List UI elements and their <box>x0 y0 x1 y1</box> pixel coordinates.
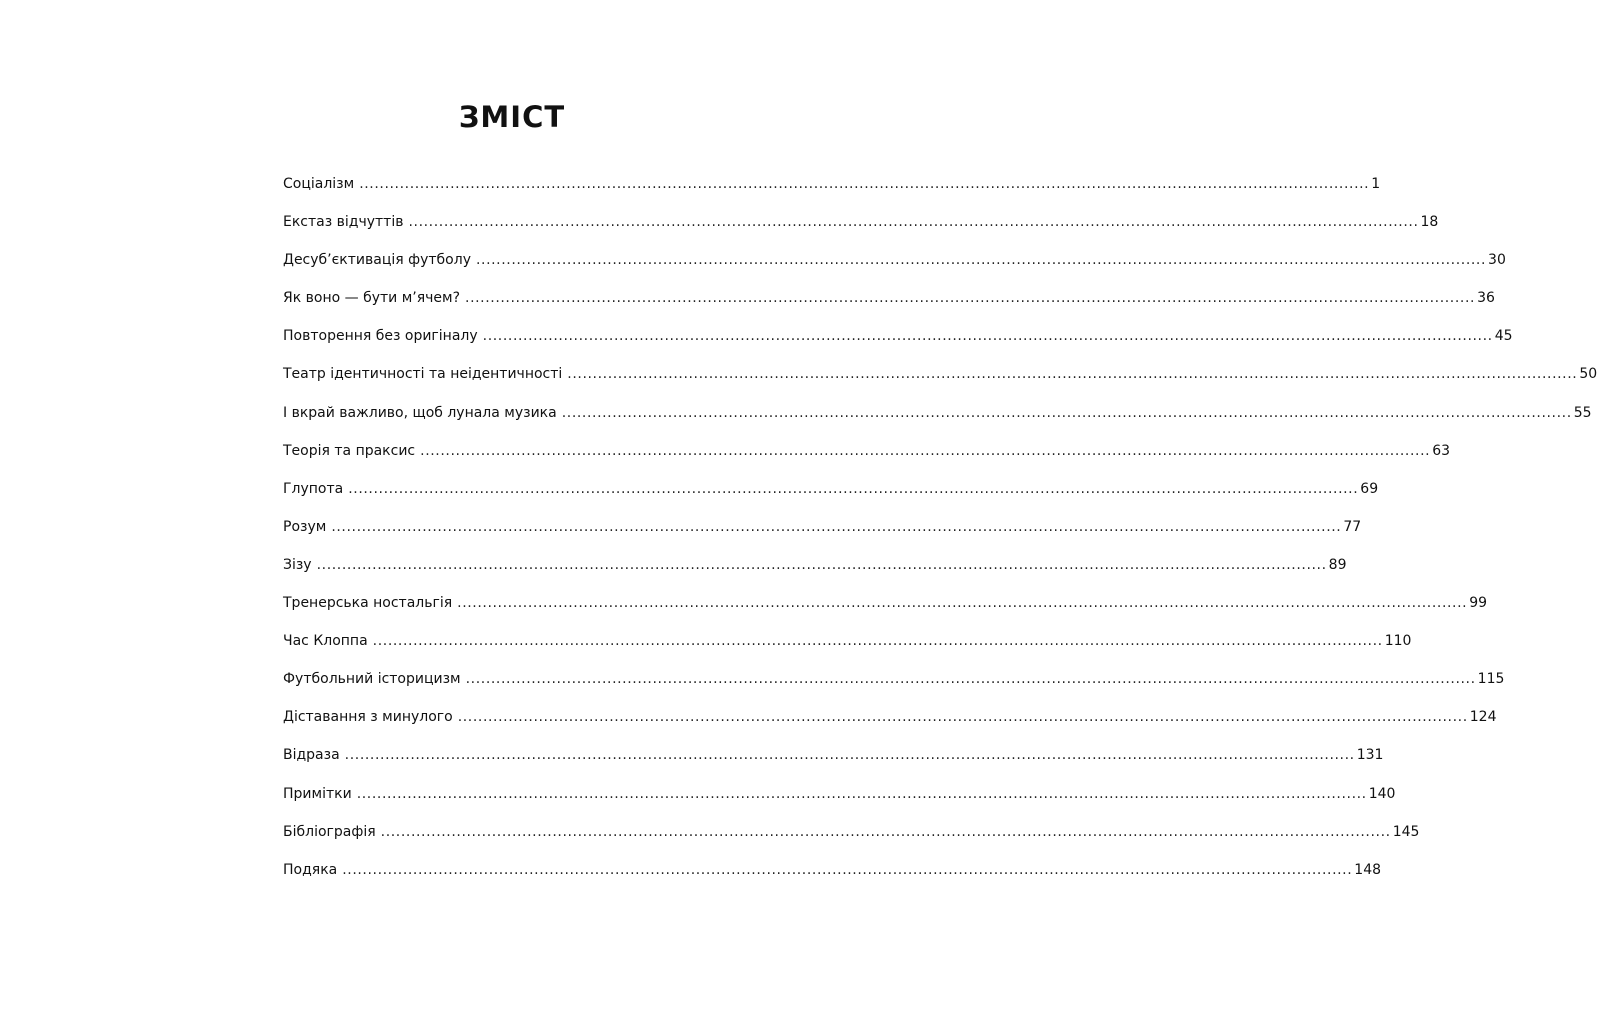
table-of-contents <box>283 172 1597 896</box>
toc-entry-page-number: 145 <box>1392 823 1420 840</box>
toc-entry[interactable] <box>283 743 1384 781</box>
dot-leader: ........................................................................................................................................................................................................ <box>380 823 1391 840</box>
toc-entry[interactable] <box>283 705 1497 743</box>
toc-entry-title: Повторення без оригіналу <box>283 328 478 345</box>
toc-entry[interactable] <box>283 172 1381 210</box>
dot-leader: ........................................................................................................................................................................................................ <box>457 595 1468 612</box>
toc-entry[interactable] <box>283 782 1396 820</box>
dot-leader: ........................................................................................................................................................................................................ <box>457 709 1468 726</box>
toc-entry[interactable] <box>283 553 1347 591</box>
toc-entry[interactable] <box>283 324 1513 362</box>
toc-entry-page-number: 110 <box>1384 633 1412 650</box>
dot-leader: ........................................................................................................................................................................................................ <box>342 861 1353 878</box>
toc-entry-page-number: 1 <box>1371 176 1381 192</box>
toc-entry-title: Як воно — бути м’ячем? <box>283 290 461 307</box>
toc-entry-page-number: 77 <box>1343 518 1362 535</box>
page-title: ЗМІСТ <box>458 100 566 134</box>
toc-entry-title: Десуб’єктивація футболу <box>283 252 471 269</box>
toc-entry-page-number: 124 <box>1469 709 1497 726</box>
toc-entry-page-number: 45 <box>1494 328 1513 345</box>
toc-entry-title: Глупота <box>283 480 344 497</box>
dot-leader: ........................................................................................................................................................................................................ <box>420 442 1431 459</box>
toc-entry-title: Бібліографія <box>283 823 376 840</box>
dot-leader: ........................................................................................................................................................................................................ <box>482 328 1493 345</box>
toc-entry[interactable] <box>283 248 1506 286</box>
dot-leader: ........................................................................................................................................................................................................ <box>465 671 1476 688</box>
dot-leader: ........................................................................................................................................................................................................ <box>348 480 1359 497</box>
toc-entry-page-number: 18 <box>1420 214 1439 231</box>
dot-leader: ........................................................................................................................................................................................................ <box>408 214 1419 231</box>
toc-entry-title: Театр ідентичності та неідентичності <box>283 366 563 383</box>
dot-leader: ........................................................................................................................................................................................................ <box>316 556 1327 573</box>
toc-entry[interactable] <box>283 362 1597 400</box>
toc-entry-title: Відраза <box>283 747 340 764</box>
toc-entry[interactable] <box>283 515 1362 553</box>
toc-entry-page-number: 50 <box>1579 366 1597 383</box>
toc-entry[interactable] <box>283 401 1592 439</box>
toc-entry[interactable] <box>283 477 1379 515</box>
dot-leader: ........................................................................................................................................................................................................ <box>561 404 1572 421</box>
dot-leader: ........................................................................................................................................................................................................ <box>465 290 1476 307</box>
toc-entry-page-number: 131 <box>1356 747 1384 764</box>
toc-entry[interactable] <box>283 439 1451 477</box>
toc-entry[interactable] <box>283 667 1505 705</box>
dot-leader: ........................................................................................................................................................................................................ <box>356 785 1367 802</box>
toc-entry-title: Зізу <box>283 556 312 573</box>
toc-entry-page-number: 89 <box>1328 556 1347 573</box>
toc-entry-title: Тренерська ностальгія <box>283 595 453 612</box>
toc-entry[interactable] <box>283 858 1382 896</box>
toc-entry-page-number: 140 <box>1368 785 1396 802</box>
dot-leader: ........................................................................................................................................................................................................ <box>331 518 1342 535</box>
toc-entry-title: Теорія та праксис <box>283 442 416 459</box>
toc-entry[interactable] <box>283 286 1495 324</box>
toc-entry-title: Екстаз відчуттів <box>283 214 404 231</box>
toc-entry-page-number: 148 <box>1354 861 1382 878</box>
dot-leader: ........................................................................................................................................................................................................ <box>372 633 1383 650</box>
toc-entry-page-number: 55 <box>1573 404 1592 421</box>
toc-entry[interactable] <box>283 629 1412 667</box>
toc-entry-page-number: 30 <box>1488 252 1506 269</box>
dot-leader: ........................................................................................................................................................................................................ <box>344 747 1355 764</box>
dot-leader: ........................................................................................................................................................................................................ <box>567 366 1578 383</box>
toc-entry-title: Соціалізм <box>283 176 355 192</box>
toc-entry[interactable] <box>283 820 1420 858</box>
toc-entry-page-number: 99 <box>1469 595 1488 612</box>
toc-entry-page-number: 63 <box>1432 442 1451 459</box>
toc-entry-page-number: 69 <box>1360 480 1379 497</box>
toc-entry-title: Примітки <box>283 785 352 802</box>
toc-entry-title: Діставання з минулого <box>283 709 453 726</box>
toc-entry[interactable] <box>283 210 1439 248</box>
toc-entry-page-number: 36 <box>1477 290 1495 307</box>
dot-leader: ........................................................................................................................................................................................................ <box>359 176 1370 192</box>
toc-entry-title: Футбольний історицизм <box>283 671 461 688</box>
toc-entry-title: І вкрай важливо, щоб лунала музика <box>283 404 557 421</box>
toc-entry-title: Час Клоппа <box>283 633 368 650</box>
toc-entry-title: Подяка <box>283 861 338 878</box>
dot-leader: ........................................................................................................................................................................................................ <box>475 252 1487 269</box>
toc-entry-page-number: 115 <box>1477 671 1505 688</box>
toc-entry[interactable] <box>283 591 1488 629</box>
toc-entry-title: Розум <box>283 518 327 535</box>
